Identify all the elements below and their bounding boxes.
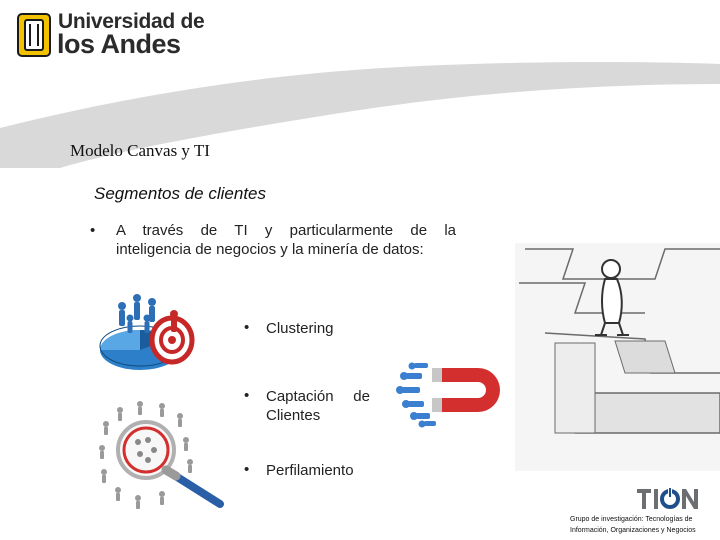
clustering-illustration xyxy=(92,288,202,378)
section-title: Segmentos de clientes xyxy=(94,184,266,203)
intro-bullet: • xyxy=(90,222,96,239)
footer-caption-line2: Información, Organizaciones y Negocios xyxy=(570,527,696,534)
tion-logo-icon xyxy=(637,487,699,511)
magnifier-illustration xyxy=(92,394,232,512)
slide-heading: Modelo Canvas y TI xyxy=(70,141,210,160)
university-name-line1: Universidad de xyxy=(58,10,205,33)
footer-caption-line1: Grupo de investigación: Tecnologías de xyxy=(570,516,693,523)
figure-on-path-illustration xyxy=(515,243,720,471)
intro-line-1: A través de TI y particularmente de la xyxy=(116,222,456,239)
item-bullet-clustering: • xyxy=(244,319,250,336)
magnet-illustration xyxy=(392,350,504,440)
item-bullet-perfilamiento: • xyxy=(244,461,250,478)
item-label-captacion-line2: Clientes xyxy=(266,407,321,424)
item-bullet-captacion: • xyxy=(244,387,250,404)
university-shield-icon xyxy=(16,12,52,58)
intro-line-2: inteligencia de negocios y la minería de datos: xyxy=(116,241,424,258)
item-label-captacion-line1: Captación de xyxy=(266,388,370,405)
item-label-perfilamiento: Perfilamiento xyxy=(266,462,354,479)
item-label-clustering: Clustering xyxy=(266,320,334,337)
university-name-line2: los Andes xyxy=(57,29,181,59)
